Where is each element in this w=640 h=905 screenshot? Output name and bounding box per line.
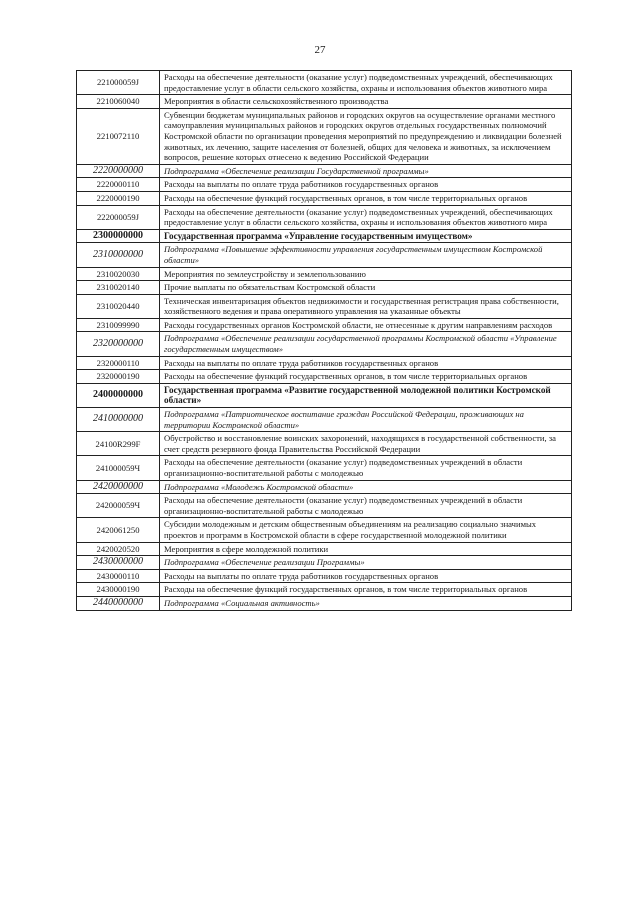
- description-cell: Расходы на обеспечение деятельности (оказание услуг) подведомственных учреждений, обеспечивающих предоставление услуг в области сельского хозяйства, охраны и использования объектов животного мира: [160, 205, 572, 229]
- table-row: [77, 556, 572, 570]
- budget-code-cell: 2320000110: [77, 356, 160, 370]
- table-row: [77, 583, 572, 597]
- description-cell: Расходы на выплаты по оплате труда работников государственных органов: [160, 569, 572, 583]
- description-cell: Государственная программа «Управление государственным имуществом»: [160, 229, 572, 243]
- description-cell: Подпрограмма «Патриотическое воспитание граждан Российской Федерации, проживающих на территории Костромской области»: [160, 408, 572, 432]
- description-cell: Мероприятия в области сельскохозяйственного производства: [160, 95, 572, 109]
- description-cell: Расходы на обеспечение деятельности (оказание услуг) подведомственных учреждений в области организационно-воспитательной работы с молодежью: [160, 456, 572, 480]
- budget-code-cell: 221000059J: [77, 71, 160, 95]
- description-cell: Подпрограмма «Повышение эффективности управления государственным имуществом Костромской области»: [160, 243, 572, 267]
- budget-code-cell: 2440000000: [77, 596, 160, 610]
- description-cell: Субсидии молодежным и детским общественным объединениям на реализацию социально значимых проектов и программ в Костромской области в сфере государственной молодежной политики: [160, 518, 572, 542]
- description-cell: Расходы на выплаты по оплате труда работников государственных органов: [160, 178, 572, 192]
- table-row: [77, 332, 572, 356]
- budget-code-cell: 2310020140: [77, 281, 160, 295]
- description-cell: Государственная программа «Развитие государственной молодежной политики Костромской области»: [160, 383, 572, 407]
- table-row: [77, 408, 572, 432]
- budget-code-cell: 2420061250: [77, 518, 160, 542]
- table-row: [77, 108, 572, 164]
- budget-code-cell: 2310000000: [77, 243, 160, 267]
- description-cell: Расходы на обеспечение функций государственных органов, в том числе территориальных органов: [160, 370, 572, 384]
- description-cell: Прочие выплаты по обязательствам Костромской области: [160, 281, 572, 295]
- budget-code-cell: 2430000190: [77, 583, 160, 597]
- budget-code-cell: 2300000000: [77, 229, 160, 243]
- budget-code-cell: 222000059J: [77, 205, 160, 229]
- budget-code-cell: 2220000190: [77, 191, 160, 205]
- table-row: [77, 456, 572, 480]
- description-cell: Подпрограмма «Обеспечение реализации Программы»: [160, 556, 572, 570]
- budget-code-cell: 2220000110: [77, 178, 160, 192]
- description-cell: Расходы на обеспечение деятельности (оказание услуг) подведомственных учреждений, обеспечивающих предоставление услуг в области сельского хозяйства, охраны и использования объектов животного мира: [160, 71, 572, 95]
- description-cell: Расходы на обеспечение функций государственных органов, в том числе территориальных органов: [160, 191, 572, 205]
- budget-code-cell: 2410000000: [77, 408, 160, 432]
- table-row: [77, 542, 572, 556]
- table-row: [77, 370, 572, 384]
- budget-code-cell: 2220000000: [77, 164, 160, 178]
- description-cell: Подпрограмма «Социальная активность»: [160, 596, 572, 610]
- budget-code-cell: 2420000000: [77, 480, 160, 494]
- budget-codes-table: [76, 70, 572, 611]
- table-row: [77, 229, 572, 243]
- description-cell: Расходы на обеспечение деятельности (оказание услуг) подведомственных учреждений в области организационно-воспитательной работы с молодежью: [160, 494, 572, 518]
- table-row: [77, 267, 572, 281]
- table-row: [77, 71, 572, 95]
- table-row: [77, 383, 572, 407]
- table-row: [77, 178, 572, 192]
- description-cell: Расходы государственных органов Костромской области, не отнесенные к другим направлениям расходов: [160, 318, 572, 332]
- budget-code-cell: 2310099990: [77, 318, 160, 332]
- description-cell: Подпрограмма «Обеспечение реализации государственной программы Костромской области «Управление государственным имуществом»: [160, 332, 572, 356]
- table-row: [77, 243, 572, 267]
- description-cell: Субвенции бюджетам муниципальных районов и городских округов на осуществление органами местного самоуправления муниципальных районов и городских округов отдельных государственных полномочий Костромской области по организации проведения мероприятий по предупреждению и ликвидации болезней животных, их лечению, защите населения от болезней, общих для человека и животных, за исключением вопросов, решение которых отнесено к ведению Российской Федерации: [160, 108, 572, 164]
- budget-code-cell: 2420020520: [77, 542, 160, 556]
- table-row: [77, 569, 572, 583]
- budget-code-cell: 2210072110: [77, 108, 160, 164]
- table-row: [77, 164, 572, 178]
- budget-code-cell: 2310020440: [77, 294, 160, 318]
- table-row: [77, 294, 572, 318]
- description-cell: Подпрограмма «Обеспечение реализации Государственной программы»: [160, 164, 572, 178]
- budget-code-cell: 242000059Ч: [77, 494, 160, 518]
- table-row: [77, 318, 572, 332]
- table-row: [77, 205, 572, 229]
- table-row: [77, 432, 572, 456]
- budget-code-cell: 2210060040: [77, 95, 160, 109]
- table-row: [77, 480, 572, 494]
- budget-code-cell: 2400000000: [77, 383, 160, 407]
- description-cell: Техническая инвентаризация объектов недвижимости и государственная регистрация права собственности, хозяйственного ведения и права оперативного управления на указанные объекты: [160, 294, 572, 318]
- table-row: [77, 191, 572, 205]
- description-cell: Расходы на обеспечение функций государственных органов, в том числе территориальных органов: [160, 583, 572, 597]
- description-cell: Мероприятия по землеустройству и землепользованию: [160, 267, 572, 281]
- table-row: [77, 596, 572, 610]
- description-cell: Мероприятия в сфере молодежной политики: [160, 542, 572, 556]
- budget-code-cell: 2430000000: [77, 556, 160, 570]
- budget-code-cell: 241000059Ч: [77, 456, 160, 480]
- description-cell: Расходы на выплаты по оплате труда работников государственных органов: [160, 356, 572, 370]
- description-cell: Обустройство и восстановление воинских захоронений, находящихся в государственной собственности, за счет средств резервного фонда Правительства Российской Федерации: [160, 432, 572, 456]
- page-number: 27: [314, 44, 326, 56]
- table-row: [77, 356, 572, 370]
- budget-code-cell: 2430000110: [77, 569, 160, 583]
- table-body: [77, 71, 572, 611]
- budget-code-cell: 2320000000: [77, 332, 160, 356]
- budget-code-cell: 2310020030: [77, 267, 160, 281]
- table-row: [77, 281, 572, 295]
- table-row: [77, 95, 572, 109]
- budget-code-cell: 2320000190: [77, 370, 160, 384]
- budget-code-cell: 24100R299F: [77, 432, 160, 456]
- description-cell: Подпрограмма «Молодежь Костромской области»: [160, 480, 572, 494]
- table-row: [77, 494, 572, 518]
- table-row: [77, 518, 572, 542]
